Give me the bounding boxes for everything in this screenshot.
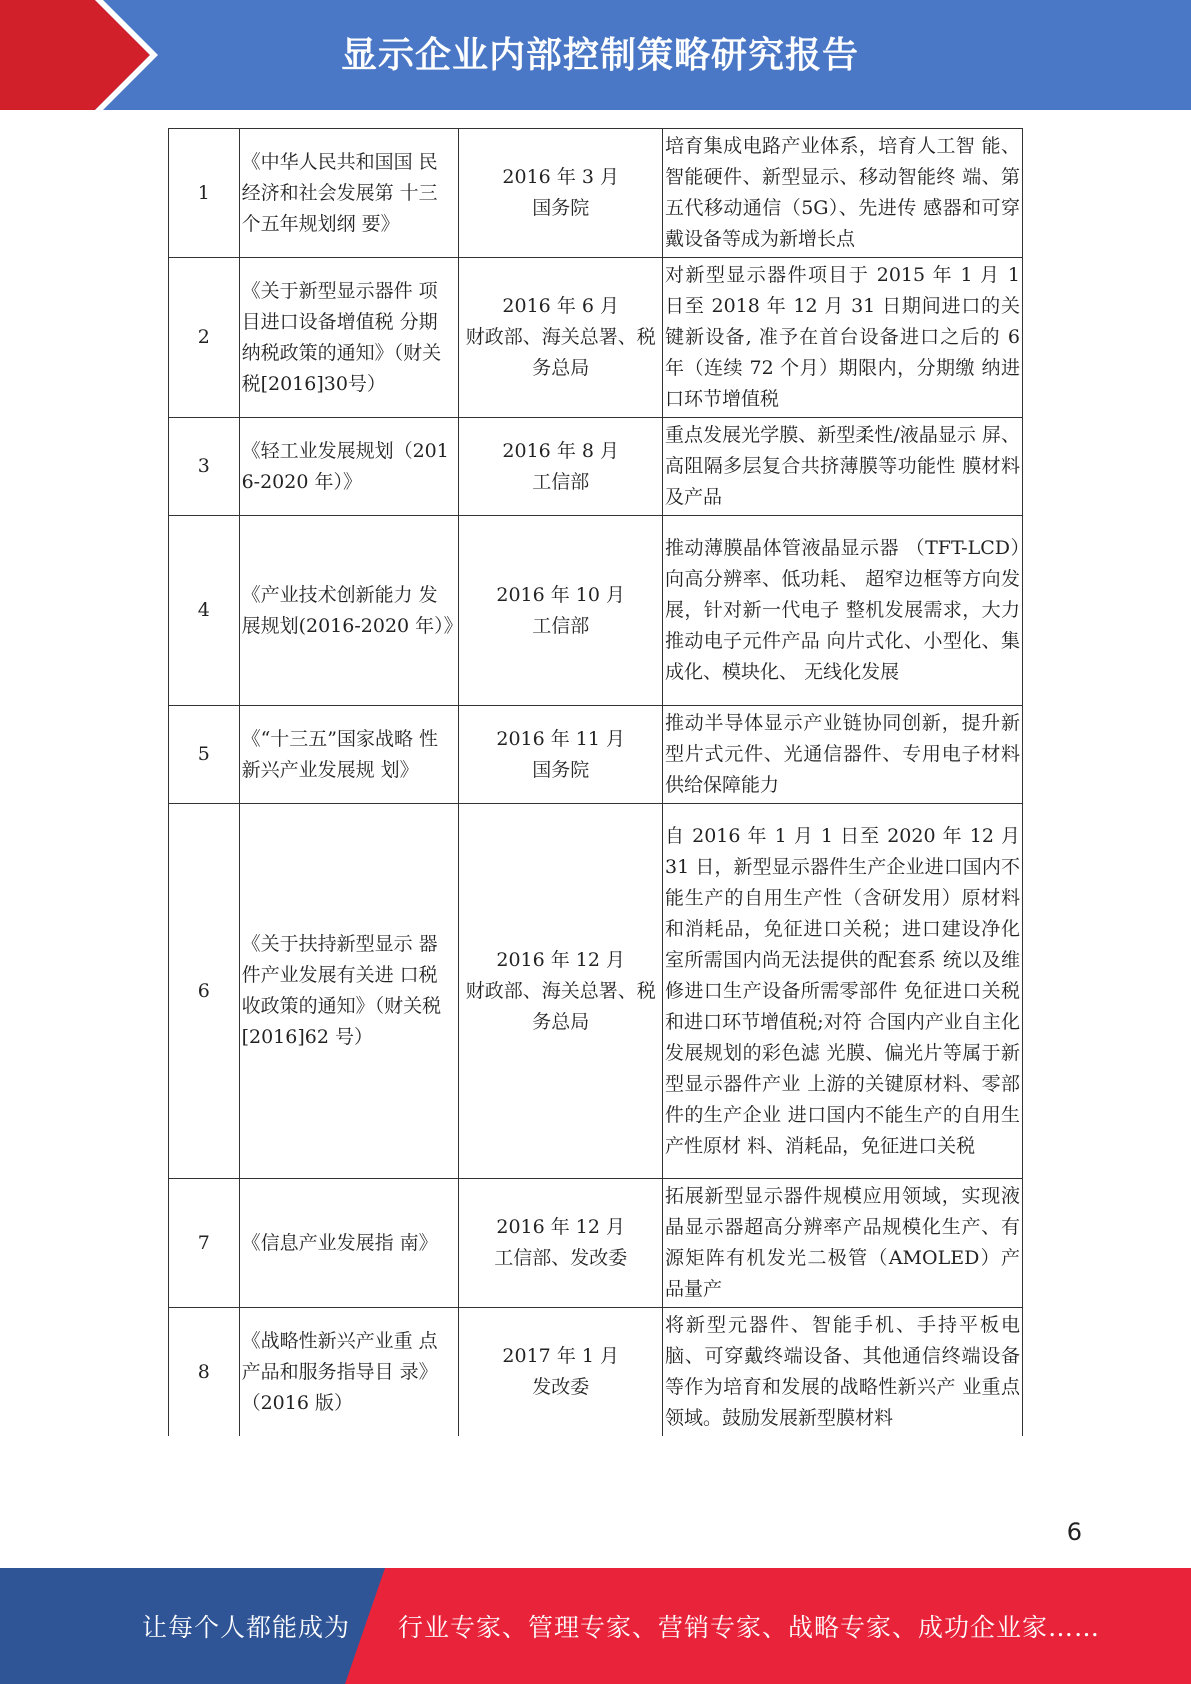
- page-number: 6: [1066, 1518, 1082, 1546]
- table-row: [169, 1179, 1023, 1308]
- policy-issuer: 工信部: [532, 470, 590, 493]
- page-header: [0, 0, 1191, 110]
- row-number: 7: [169, 1179, 240, 1308]
- policy-issuer: 国务院: [532, 758, 590, 781]
- policy-name: 《关于扶持新型显示 器件产业发展有关进 口税收政策的通知》（财关税[2016]62 号）: [239, 804, 459, 1179]
- policy-date: 2017 年 1 月: [502, 1345, 619, 1367]
- policy-content: 拓展新型显示器件规模应用领域，实现液晶显示器超高分辨率产品规模化生产、有源矩阵有机发光二极管（AMOLED）产品量产: [663, 1179, 1023, 1308]
- footer-slogan-right: 行业专家、管理专家、营销专家、战略专家、成功企业家……: [398, 1613, 1101, 1642]
- policy-name: 《信息产业发展指 南》: [239, 1179, 459, 1308]
- row-number: 6: [169, 804, 240, 1179]
- policy-content: 自 2016 年 1 月 1 日至 2020 年 12 月 31 日，新型显示器件生产企业进口国内不能生产的自用生产性（含研发用）原材料和消耗品，免征进口关税；进口建设净化室所需国内尚无法提供的配套系 统以及维修进口生产设备所需零部件 免征进口关税和进口环节增值税;对符 合国内产业自主化发展规划的彩色滤 光膜、偏光片等属于新型显示器件产业 上游的关键原材料、零部件的生产企业 进口国内不能生产的自用生产性原材 料、消耗品，免征进口关税: [663, 804, 1023, 1179]
- policy-date-issuer: [459, 516, 663, 706]
- header-red-arrow: [0, 0, 160, 110]
- policy-content: 推动薄膜晶体管液晶显示器 （TFT-LCD）向高分辨率、低功耗、 超窄边框等方向发展，针对新一代电子 整机发展需求，大力推动电子元件产品 向片式化、小型化、集成化、模块化、 无线化发展: [663, 516, 1023, 706]
- footer-slogan-left: 让每个人都能成为: [142, 1613, 351, 1642]
- policy-name: 《关于新型显示器件 项目进口设备增值税 分期纳税政策的通知》（财关税[2016]30号）: [239, 258, 459, 418]
- policy-date-issuer: [459, 258, 663, 418]
- policy-name: 《“十三五”国家战略 性新兴产业发展规 划》: [239, 706, 459, 804]
- policy-table: [168, 128, 1023, 1436]
- policy-issuer: 发改委: [532, 1376, 590, 1398]
- table-row: [169, 706, 1023, 804]
- policy-content: 对新型显示器件项目于 2015 年 1 月 1 日至 2018 年 12 月 31 日期间进口的关 键新设备, 准予在首台设备进口之后的 6 年（连续 72 个月）期限内，分期缴 纳进口环节增值税: [663, 258, 1023, 418]
- table-row: [169, 804, 1023, 1179]
- table-row: [169, 1308, 1023, 1437]
- row-number: 2: [169, 258, 240, 418]
- table-row: [169, 516, 1023, 706]
- policy-date-issuer: [459, 1179, 663, 1308]
- policy-date: 2016 年 8 月: [502, 439, 619, 462]
- row-number: 1: [169, 129, 240, 258]
- row-number: 3: [169, 418, 240, 516]
- policy-content: 培育集成电路产业体系，培育人工智 能、智能硬件、新型显示、移动智能终 端、第五代移动通信（5G）、先进传 感器和可穿戴设备等成为新增长点: [663, 129, 1023, 258]
- policy-date: 2016 年 12 月: [496, 948, 626, 971]
- policy-date: 2016 年 3 月: [502, 166, 619, 188]
- policy-date-issuer: [459, 418, 663, 516]
- policy-content: 将新型元器件、智能手机、手持平板电脑、可穿戴终端设备、其他通信终端设备等作为培育和发展的战略性新兴产 业重点领域。鼓励发展新型膜材料: [663, 1308, 1023, 1437]
- table-row: [169, 129, 1023, 258]
- policy-issuer: 财政部、海关总署、税务总局: [465, 326, 656, 379]
- policy-name: 《产业技术创新能力 发展规划(2016-2020 年）》: [239, 516, 459, 706]
- page-title: 显示企业内部控制策略研究报告: [340, 35, 859, 76]
- table-row: [169, 258, 1023, 418]
- policy-date: 2016 年 6 月: [502, 295, 619, 317]
- policy-content: 重点发展光学膜、新型柔性/液晶显示 屏、高阻隔多层复合共挤薄膜等功能性 膜材料及产品: [663, 418, 1023, 516]
- policy-date-issuer: [459, 129, 663, 258]
- table-row: [169, 418, 1023, 516]
- policy-content: 推动半导体显示产业链协同创新，提升新型片式元件、光通信器件、专用电子材料供给保障能力: [663, 706, 1023, 804]
- row-number: 5: [169, 706, 240, 804]
- page-footer: [0, 1568, 1191, 1684]
- policy-date: 2016 年 11 月: [496, 727, 626, 750]
- row-number: 8: [169, 1308, 240, 1437]
- policy-issuer: 工信部: [532, 614, 590, 637]
- policy-date-issuer: [459, 706, 663, 804]
- policy-name: 《中华人民共和国国 民经济和社会发展第 十三个五年规划纲 要》: [239, 129, 459, 258]
- policy-date-issuer: [459, 1308, 663, 1437]
- policy-issuer: 财政部、海关总署、税务总局: [465, 979, 656, 1033]
- policy-name: 《战略性新兴产业重 点产品和服务指导目 录》（2016 版）: [239, 1308, 459, 1437]
- policy-date: 2016 年 12 月: [496, 1216, 626, 1238]
- policy-date-issuer: [459, 804, 663, 1179]
- row-number: 4: [169, 516, 240, 706]
- policy-name: 《轻工业发展规划（2016-2020 年）》: [239, 418, 459, 516]
- policy-issuer: 工信部、发改委: [494, 1247, 628, 1269]
- policy-date: 2016 年 10 月: [496, 583, 626, 606]
- policy-issuer: 国务院: [532, 197, 590, 219]
